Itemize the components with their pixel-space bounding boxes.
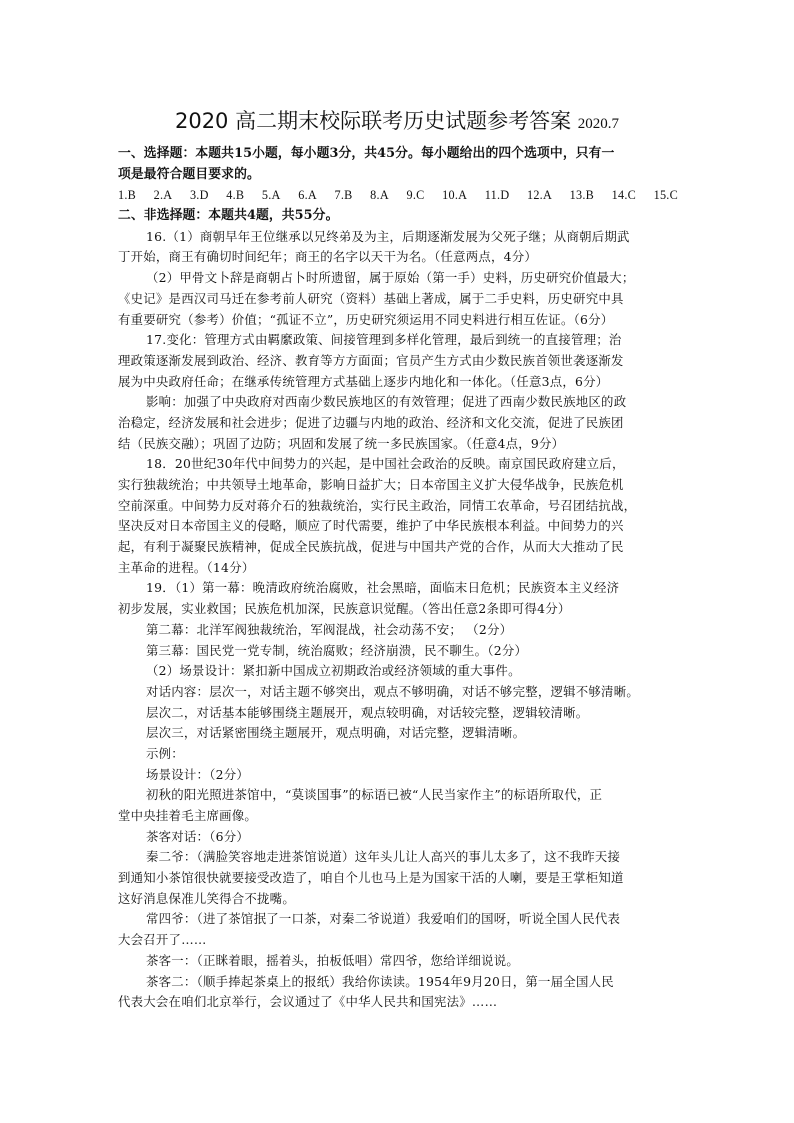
text-line: 秦二爷：（满脸笑容地走进茶馆说道）这年头儿让人高兴的事儿太多了，这不我昨天接 [146,849,621,865]
text-line: 空前深重。中间势力反对蒋介石的独裁统治，实行民主政治，同情工农革命，号召团结抗战， [118,497,637,513]
choice-answer: 12.A [526,188,553,203]
choice-answer: 5.A [261,188,281,203]
text-line: 茶客一：（正眯着眼，摇着头，拍板低唱）常四爷，您给详细说说。 [146,952,520,968]
section2-heading: 二、非选择题：本题共4题，共55分。 [118,208,339,224]
section1-heading-line1: 一、选择题：本题共15小题，每小题3分，共45分。每小题给出的四个选项中，只有一 [118,146,615,161]
text-line: 茶客对话：（6分） [146,828,250,844]
text-line: 堂中央挂着毛主席画像。 [118,808,258,823]
text-line: 对话内容：层次一，对话主题不够突出，观点不够明确，对话不够完整，逻辑不够清晰。 [146,683,639,699]
text-line: 代表大会在咱们北京举行，会议通过了《中华人民共和国宪法》…… [118,994,498,1010]
text-line: 16.（1）商朝早年王位继承以兄终弟及为主，后期逐渐发展为父死子继；从商朝后期武 [146,228,630,244]
choice-answer: 13.B [569,188,595,203]
text-line: 影响：加强了中央政府对西南少数民族地区的有效管理；促进了西南少数民族地区的政 [146,394,627,410]
text-line: 场景设计：（2分） [146,766,250,782]
text-line: 19．（1）第一幕：晚清政府统治腐败，社会黑暗，面临末日危机；民族资本主义经济 [146,580,620,596]
text-line: 层次二，对话基本能够围绕主题展开，观点较明确，对话较完整，逻辑较清晰。 [146,704,589,720]
text-line: （2）场景设计：紧扣新中国成立初期政治或经济领域的重大事件。 [146,663,521,679]
choice-answer: 7.B [334,188,353,203]
text-line: 主革命的进程。（14分） [118,559,255,575]
choice-answer: 3.D [189,188,209,203]
text-line: （2）甲骨文卜辞是商朝占卜时所遗留，属于原始（第一手）史料，历史研究价值最大； [146,270,635,286]
text-line: 18．20世纪30年代中间势力的兴起，是中国社会政治的反映。南京国民政府建立后， [146,456,625,472]
text-line: 坚决反对日本帝国主义的侵略，顺应了时代需要，维护了中华民族根本利益。中间势力的兴 [118,518,624,534]
choice-answer: 15.C [653,188,678,203]
text-line: 理政策逐渐发展到政治、经济、教育等方方面面；官员产生方式由少数民族首领世袭逐渐发 [118,352,624,368]
text-line: 17.变化：管理方式由羁縻政策、间接管理到多样化管理，最后到统一的直接管理；治 [146,332,622,348]
answer-text-block [118,227,678,1013]
text-line: 大会召开了…… [118,932,207,948]
text-line: 示例： [146,745,184,761]
choice-answer: 10.A [442,188,468,203]
choice-answer: 9.C [406,188,425,203]
text-line: 第二幕：北洋军阀独裁统治，军阀混战，社会动荡不安； （2分） [146,621,513,637]
choice-answers-row [118,185,678,206]
choice-answer: 8.A [370,188,389,203]
section1-heading-line2: 项是最符合题目要求的。 [118,166,260,182]
text-line: 丁开始，商王有确切时间纪年；商王的名字以天干为名。（任意两点，4分） [118,249,538,265]
text-line: 展为中央政府任命；在继承传统管理方式基础上逐步内地化和一体化。（任意3点，6分） [118,373,609,389]
text-line: 实行独裁统治；中共领导土地革命，影响日益扩大；日本帝国主义扩大侵华战争，民族危机 [118,477,624,492]
text-line: 这好消息保准儿笑得合不拢嘴。 [118,890,295,906]
text-line: 到通知小茶馆很快就要接受改造了，咱自个儿也马上是为国家干活的人喇，要是王掌柜知道 [118,870,624,886]
choice-answer: 6.A [298,188,317,203]
choice-answer: 1.B [118,188,137,203]
text-line: 常四爷：（进了茶馆抿了一口茶，对秦二爷说道）我爱咱们的国呀，听说全国人民代表 [146,911,621,927]
choice-answer: 14.C [611,188,636,203]
text-line: 茶客二：（顺手捧起茶桌上的报纸）我给你读读。1954年9月20日，第一届全国人民 [146,973,614,989]
page-title [0,106,794,139]
text-line: 初步发展，实业救国；民族危机加深，民族意识觉醒。（答出任意2条即可得4分） [118,601,571,617]
document-body [118,144,678,1013]
choice-answer: 4.B [226,188,245,203]
title-text: 2020 高二期末校际联考历史试题参考答案 [174,109,572,133]
choice-answer: 2.A [153,188,173,203]
text-line: 第三幕：国民党一党专制，统治腐败；经济崩溃，民不聊生。（2分） [146,642,528,658]
text-line: 起，有利于凝聚民族精神，促成全民族抗战，促进与中国共产党的合作，从而大大推动了民 [118,539,624,555]
text-line: 《史记》是西汉司马迁在参考前人研究（资料）基础上著成，属于二手史料，历史研究中具 [118,290,624,306]
text-line: 层次三，对话紧密围绕主题展开，观点明确，对话完整，逻辑清晰。 [146,725,526,741]
text-line: 结（民族交融）；巩固了边防；巩固和发展了统一多民族国家。（任意4点，9分） [118,435,565,451]
choice-answer: 11.D [484,188,510,203]
text-line: 初秋的阳光照进茶馆中，“莫谈国事”的标语已被“人民当家作主”的标语所取代，正 [146,787,603,803]
text-line: 有重要研究（参考）价值；“孤证不立”，历史研究须运用不同史料进行相互佐证。（6分） [118,311,614,327]
text-line: 治稳定，经济发展和社会进步；促进了边疆与内地的政治、经济和文化交流，促进了民族团 [118,414,624,430]
title-date: 2020.7 [577,116,620,132]
